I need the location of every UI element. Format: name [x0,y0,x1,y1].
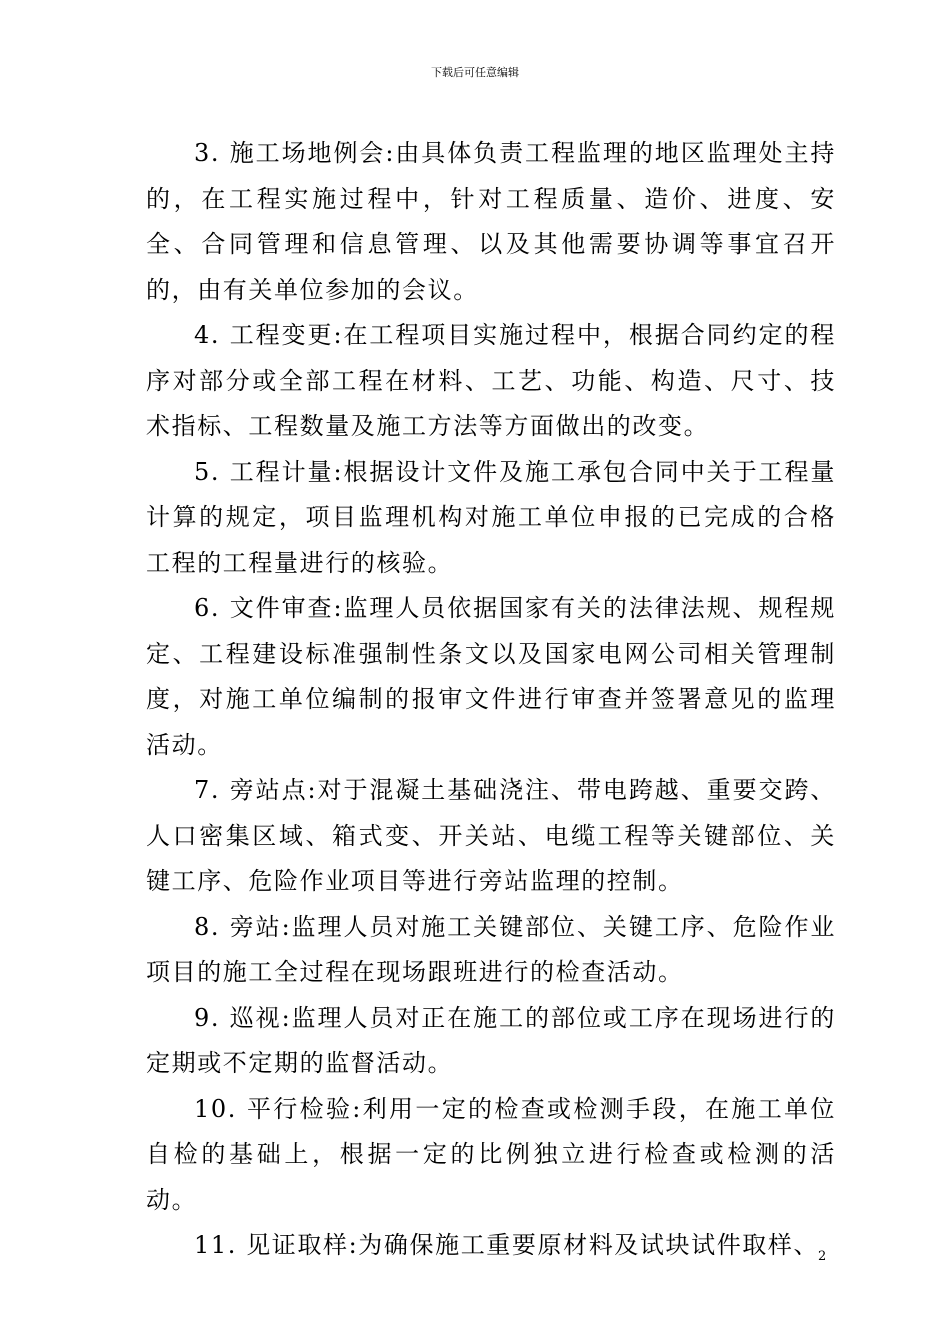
definition-paragraph [146,996,836,1087]
page-header: 下载后可任意编辑 [431,66,519,79]
item-term: 工程变更: [229,321,344,349]
item-number: 3. [194,139,221,167]
item-number: 4. [194,321,221,349]
item-text: 监理人员依据国家有关的法律法规、规程规定、工程建设标准强制性条文以及国家电网公司相关管理制度，对施工单位编制的报审文件进行审查并签署意见的监理活动。 [146,594,836,759]
definition-paragraph [146,313,836,450]
item-text: 监理人员对施工关键部位、关键工序、危险作业项目的施工全过程在现场跟班进行的检查活动。 [146,912,837,986]
item-term: 旁站点: [229,776,318,804]
item-number: 9. [194,1003,221,1032]
definition-paragraph [146,1223,836,1269]
item-term: 巡视: [229,1003,292,1032]
item-number: 5. [194,457,221,486]
item-text: 根据设计文件及施工承包合同中关于工程量计算的规定，项目监理机构对施工单位申报的已完成的合格工程的工程量进行的核验。 [146,457,836,577]
page-number: 2 [818,1249,827,1264]
item-number: 7. [194,776,221,804]
item-number: 8. [194,912,221,941]
definition-paragraph [146,450,836,587]
definition-paragraph [146,768,836,905]
item-term: 工程计量: [229,457,344,486]
document-body [146,131,836,1269]
item-number: 11. [194,1231,237,1259]
item-text: 由具体负责工程监理的地区监理处主持的，在工程实施过程中，针对工程质量、造价、进度、安全、合同管理和信息管理、以及其他需要协调等事宜召开的，由有关单位参加的会议。 [146,139,836,304]
item-number: 6. [194,594,221,622]
item-text: 监理人员对正在施工的部位或工序在现场进行的定期或不定期的监督活动。 [146,1003,837,1077]
item-text: 利用一定的检查或检测手段，在施工单位自检的基础上，根据一定的比例独立进行检查或检测的活动。 [146,1094,836,1214]
definition-paragraph [146,131,836,313]
item-text: 对于混凝土基础浇注、带电跨越、重要交跨、人口密集区域、箱式变、开关站、电缆工程等关键部位、关键工序、危险作业项目等进行旁站监理的控制。 [146,776,836,895]
definition-paragraph [146,1087,836,1224]
item-term: 旁站: [229,912,292,941]
item-term: 文件审查: [229,594,344,622]
definition-paragraph [146,905,836,996]
item-text: 为确保施工重要原材料及试块试件取样、 [358,1231,820,1259]
item-term: 见证取样: [246,1231,359,1259]
item-text: 在工程项目实施过程中，根据合同约定的程序对部分或全部工程在材料、工艺、功能、构造、尺寸、技术指标、工程数量及施工方法等方面做出的改变。 [146,321,836,440]
definition-paragraph [146,586,836,768]
item-term: 平行检验: [246,1094,362,1123]
item-number: 10. [194,1094,237,1123]
item-term: 施工场地例会: [229,139,396,167]
